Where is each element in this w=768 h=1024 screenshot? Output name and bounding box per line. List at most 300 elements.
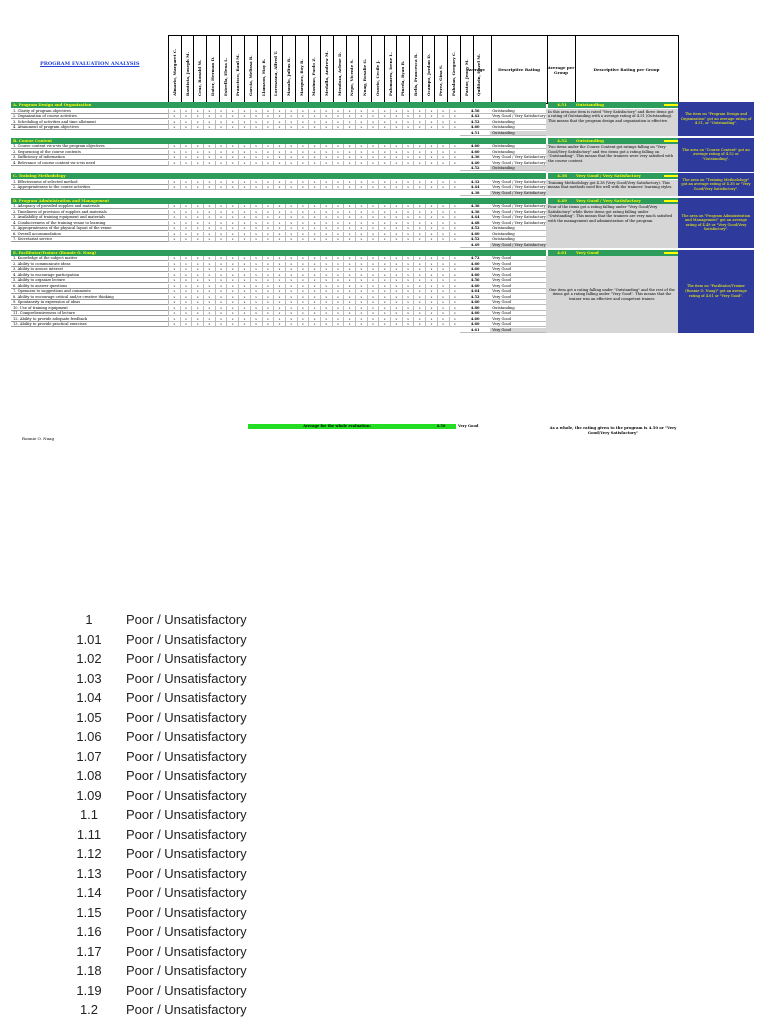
item-descriptive: Outstanding <box>490 131 578 136</box>
scale-value: 1.07 <box>76 748 102 764</box>
rating-mark: x <box>168 278 180 283</box>
rater-name <box>358 36 371 103</box>
item-average: 4.32 <box>460 180 490 185</box>
rating-mark: x <box>355 317 367 322</box>
rating-mark: x <box>215 273 227 278</box>
rating-mark <box>413 328 425 333</box>
rating-mark: x <box>390 300 402 305</box>
rating-mark: x <box>203 226 215 231</box>
table-row <box>11 185 578 190</box>
scale-value: 1.06 <box>76 729 102 745</box>
rater-marks <box>168 306 460 311</box>
scale-label: Poor / Unsatisfactory <box>126 982 247 998</box>
rating-mark: x <box>273 185 285 190</box>
rating-mark: x <box>332 267 344 272</box>
rater-name-text: Quilitzin, Hazel M. <box>476 53 482 96</box>
group-descriptive-value: Outstanding <box>576 102 604 107</box>
rating-mark: x <box>332 289 344 294</box>
rating-mark: x <box>215 109 227 114</box>
rating-mark: x <box>355 185 367 190</box>
rating-mark: x <box>238 289 250 294</box>
rating-mark: x <box>390 262 402 267</box>
rating-mark: x <box>180 215 192 220</box>
scale-value: 1.01 <box>76 631 102 647</box>
section-summary-box: The item on "Facilitator/Trainer (Ronnie O. Nuag)" got an average rating of 4.61 or "Very Good". <box>678 250 754 334</box>
rating-mark: x <box>343 284 355 289</box>
rating-mark <box>355 131 367 136</box>
section-header: D. Program Administration and Management <box>11 198 546 204</box>
scale-row <box>70 766 247 786</box>
rating-mark: x <box>308 221 320 226</box>
rating-mark: x <box>367 284 379 289</box>
rating-mark: x <box>180 144 192 149</box>
scale-label: Poor / Unsatisfactory <box>126 865 247 881</box>
descriptive-header: Descriptive Rating <box>491 35 548 104</box>
rating-mark: x <box>425 232 437 237</box>
rating-mark: x <box>238 150 250 155</box>
rating-mark: x <box>402 109 414 114</box>
rating-mark: x <box>332 120 344 125</box>
rating-mark: x <box>425 306 437 311</box>
criterion-label: 1. Knowledge of the subject matter <box>11 256 168 261</box>
rating-mark <box>262 131 274 136</box>
table-row <box>11 306 578 311</box>
rating-mark: x <box>273 317 285 322</box>
rating-mark <box>413 191 425 196</box>
rating-mark: x <box>297 210 309 215</box>
scale-label: Poor / Unsatisfactory <box>126 846 247 862</box>
rating-mark: x <box>168 185 180 190</box>
item-average: 4.60 <box>460 150 490 155</box>
rating-mark: x <box>285 300 297 305</box>
scale-row <box>70 981 247 1001</box>
rating-mark: x <box>168 289 180 294</box>
rating-mark: x <box>273 262 285 267</box>
rater-name-text: Nuag, Rosalie G. <box>362 58 368 96</box>
rating-mark: x <box>355 322 367 327</box>
item-average: 4.48 <box>460 221 490 226</box>
scale-label: Poor / Unsatisfactory <box>126 612 247 628</box>
rating-mark: x <box>402 226 414 231</box>
table-row <box>11 267 578 272</box>
rating-mark: x <box>308 267 320 272</box>
rating-mark: x <box>390 109 402 114</box>
rating-mark: x <box>320 221 332 226</box>
rating-mark <box>449 131 461 136</box>
rating-mark: x <box>402 256 414 261</box>
rating-mark: x <box>297 109 309 114</box>
rating-mark: x <box>238 317 250 322</box>
rating-mark: x <box>273 215 285 220</box>
rating-mark <box>343 328 355 333</box>
rating-mark: x <box>425 155 437 160</box>
table-row <box>11 180 578 185</box>
rating-mark: x <box>250 114 262 119</box>
rating-mark: x <box>238 267 250 272</box>
item-descriptive: Outstanding <box>490 232 578 237</box>
item-average: 4.49 <box>460 243 490 248</box>
rating-mark: x <box>285 120 297 125</box>
item-descriptive: Very Good <box>490 256 578 261</box>
rating-mark: x <box>320 180 332 185</box>
rater-marks <box>168 243 460 248</box>
scale-row <box>70 903 247 923</box>
rating-mark: x <box>320 300 332 305</box>
rating-mark: x <box>413 180 425 185</box>
rating-mark: x <box>297 284 309 289</box>
rating-mark: x <box>191 204 203 209</box>
rating-mark <box>297 191 309 196</box>
rating-mark: x <box>226 300 238 305</box>
rating-mark: x <box>262 125 274 130</box>
rating-mark: x <box>297 237 309 242</box>
rating-mark: x <box>297 155 309 160</box>
rating-mark: x <box>238 262 250 267</box>
rating-mark: x <box>437 155 449 160</box>
rating-mark: x <box>168 120 180 125</box>
rating-mark: x <box>262 273 274 278</box>
rating-mark: x <box>449 232 461 237</box>
rating-mark: x <box>425 109 437 114</box>
rater-marks <box>168 237 460 242</box>
rating-mark: x <box>449 125 461 130</box>
rating-mark: x <box>437 226 449 231</box>
rating-mark: x <box>332 237 344 242</box>
scale-label: Poor / Unsatisfactory <box>126 651 247 667</box>
rater-name-text: Pastor, Jenny M. <box>463 59 469 96</box>
rating-mark: x <box>226 284 238 289</box>
item-average: 4.60 <box>460 232 490 237</box>
rating-mark: x <box>425 237 437 242</box>
rating-mark: x <box>191 155 203 160</box>
scale-row <box>70 864 247 884</box>
rating-mark: x <box>437 289 449 294</box>
rating-mark: x <box>378 317 390 322</box>
rating-mark: x <box>355 273 367 278</box>
rating-mark <box>168 328 180 333</box>
rating-mark <box>273 166 285 171</box>
rater-name <box>396 36 409 103</box>
rating-mark: x <box>215 161 227 166</box>
item-average: 4.60 <box>460 267 490 272</box>
rater-name-text: Maximo, Paolo Z. <box>311 57 317 96</box>
rating-mark <box>378 243 390 248</box>
criterion-label <box>11 191 168 196</box>
rating-mark: x <box>413 232 425 237</box>
rating-mark: x <box>273 125 285 130</box>
rating-mark <box>203 243 215 248</box>
scale-value: 1.18 <box>76 963 102 979</box>
scale-label: Poor / Unsatisfactory <box>126 943 247 959</box>
rating-mark: x <box>378 221 390 226</box>
rater-marks <box>168 109 460 114</box>
rater-marks <box>168 273 460 278</box>
rating-mark: x <box>449 210 461 215</box>
rating-mark: x <box>273 289 285 294</box>
rater-name-text: Dator, Herman D. <box>209 56 215 96</box>
rating-mark: x <box>343 144 355 149</box>
section-summary-box: The area on "Training Methodology" got an average rating of 4.38 or "Very Good/Very Satisfactory". <box>678 173 754 196</box>
rating-mark: x <box>215 221 227 226</box>
rating-mark: x <box>168 204 180 209</box>
rating-mark: x <box>226 278 238 283</box>
rating-mark: x <box>437 114 449 119</box>
scale-row <box>70 669 247 689</box>
rating-mark <box>402 131 414 136</box>
rating-mark: x <box>168 317 180 322</box>
rater-marks <box>168 328 460 333</box>
group-average-value: 4.51 <box>557 102 567 107</box>
criterion-label: 6. Overall accommodation <box>11 232 168 237</box>
rater-name-text: Bautista, Joseph M. <box>184 52 190 96</box>
arrow-icon <box>664 200 678 202</box>
rating-mark: x <box>285 180 297 185</box>
rating-mark: x <box>273 210 285 215</box>
rating-mark: x <box>390 221 402 226</box>
rating-mark: x <box>413 215 425 220</box>
rating-mark: x <box>238 215 250 220</box>
rating-mark: x <box>320 322 332 327</box>
rating-mark: x <box>332 150 344 155</box>
rating-mark: x <box>238 161 250 166</box>
rating-mark: x <box>250 267 262 272</box>
rating-mark: x <box>180 284 192 289</box>
scale-value: 1.17 <box>76 943 102 959</box>
rating-mark: x <box>390 256 402 261</box>
rater-name-text: Relis, Francesca R. <box>412 53 418 96</box>
scale-label: Poor / Unsatisfactory <box>126 904 247 920</box>
criterion-label: 2. Organization of course activities <box>11 114 168 119</box>
criterion-label: 6. Ability to answer questions <box>11 284 168 289</box>
rating-mark: x <box>262 284 274 289</box>
rating-mark <box>402 191 414 196</box>
rating-mark: x <box>180 226 192 231</box>
rating-mark: x <box>437 161 449 166</box>
rating-mark <box>449 243 461 248</box>
rating-mark: x <box>320 114 332 119</box>
rating-mark: x <box>226 204 238 209</box>
rating-mark: x <box>238 120 250 125</box>
rating-mark <box>262 191 274 196</box>
rating-mark: x <box>449 226 461 231</box>
rating-mark: x <box>297 300 309 305</box>
rating-mark: x <box>402 120 414 125</box>
rating-mark: x <box>215 237 227 242</box>
rater-name <box>219 36 232 103</box>
rating-mark: x <box>203 120 215 125</box>
rating-mark: x <box>238 210 250 215</box>
rating-mark: x <box>250 125 262 130</box>
criterion-label: 11. Comprehensiveness of lecture <box>11 311 168 316</box>
rating-mark: x <box>413 210 425 215</box>
criterion-label: 2. Sequencing of the course contents <box>11 150 168 155</box>
table-row <box>11 317 578 322</box>
item-average: 4.60 <box>460 144 490 149</box>
scale-row <box>70 922 247 942</box>
rating-mark: x <box>203 273 215 278</box>
rating-mark: x <box>308 120 320 125</box>
rating-mark: x <box>180 210 192 215</box>
rating-mark <box>378 131 390 136</box>
rating-mark: x <box>215 322 227 327</box>
rating-mark: x <box>262 232 274 237</box>
rating-mark: x <box>168 306 180 311</box>
rater-marks <box>168 144 460 149</box>
rating-mark <box>308 166 320 171</box>
rating-mark: x <box>355 114 367 119</box>
rater-name <box>231 36 244 103</box>
rating-mark: x <box>402 278 414 283</box>
rating-mark <box>402 328 414 333</box>
evaluation-sheet <box>0 0 768 460</box>
scale-label: Poor / Unsatisfactory <box>126 924 247 940</box>
rating-mark: x <box>390 322 402 327</box>
rating-mark: x <box>332 161 344 166</box>
group-descriptive-value: Very Good <box>576 249 599 255</box>
rating-mark: x <box>191 300 203 305</box>
rating-mark: x <box>285 114 297 119</box>
rating-mark: x <box>226 267 238 272</box>
criterion-label: 2. Timeliness of provision of supplies and materials <box>11 210 168 215</box>
rating-mark: x <box>449 284 461 289</box>
rating-mark: x <box>367 221 379 226</box>
scale-row <box>70 747 247 767</box>
scale-row <box>70 825 247 845</box>
rating-mark: x <box>343 311 355 316</box>
rating-mark: x <box>297 120 309 125</box>
rating-mark: x <box>449 306 461 311</box>
rater-name <box>447 36 460 103</box>
rating-mark: x <box>180 311 192 316</box>
rating-mark: x <box>413 161 425 166</box>
rating-mark: x <box>262 114 274 119</box>
rating-mark: x <box>355 267 367 272</box>
rating-mark: x <box>425 284 437 289</box>
rater-marks <box>168 114 460 119</box>
rating-mark: x <box>425 256 437 261</box>
item-descriptive: Very Good <box>490 322 578 327</box>
rater-name <box>168 36 181 103</box>
rating-mark: x <box>390 180 402 185</box>
rating-mark: x <box>425 267 437 272</box>
rating-mark: x <box>449 317 461 322</box>
rating-mark: x <box>402 210 414 215</box>
rating-mark <box>262 328 274 333</box>
rating-mark: x <box>367 215 379 220</box>
rating-mark: x <box>343 232 355 237</box>
rating-mark: x <box>180 232 192 237</box>
rating-mark <box>425 131 437 136</box>
rating-mark: x <box>262 150 274 155</box>
rating-mark: x <box>238 295 250 300</box>
rating-mark: x <box>262 144 274 149</box>
scale-label: Poor / Unsatisfactory <box>126 1002 247 1018</box>
rating-mark: x <box>226 125 238 130</box>
rating-mark: x <box>425 150 437 155</box>
rating-mark: x <box>449 300 461 305</box>
section-header: C. Training Methodology <box>11 173 546 179</box>
rating-mark: x <box>332 114 344 119</box>
total-descriptive: Very Good <box>456 424 546 429</box>
rating-mark <box>203 191 215 196</box>
rating-mark: x <box>449 278 461 283</box>
rating-mark: x <box>203 114 215 119</box>
scale-label: Poor / Unsatisfactory <box>126 807 247 823</box>
table-row <box>11 109 578 114</box>
rating-mark: x <box>191 185 203 190</box>
rating-mark: x <box>413 262 425 267</box>
rater-header <box>168 35 485 103</box>
rater-name <box>333 36 346 103</box>
rating-mark: x <box>413 256 425 261</box>
rating-mark: x <box>297 278 309 283</box>
rating-mark: x <box>449 120 461 125</box>
item-average: 4.42 <box>460 114 490 119</box>
item-average: 4.56 <box>460 278 490 283</box>
rating-mark: x <box>203 144 215 149</box>
rating-mark: x <box>168 262 180 267</box>
rating-mark: x <box>308 226 320 231</box>
rating-mark: x <box>367 125 379 130</box>
rating-mark: x <box>355 144 367 149</box>
rater-marks <box>168 267 460 272</box>
rating-mark: x <box>390 267 402 272</box>
rating-mark: x <box>250 155 262 160</box>
item-descriptive: Very Good <box>490 262 578 267</box>
rating-mark <box>215 191 227 196</box>
rating-mark: x <box>320 215 332 220</box>
scale-value: 1.05 <box>76 709 102 725</box>
rating-mark: x <box>215 150 227 155</box>
total-row <box>248 424 546 429</box>
rating-mark: x <box>273 311 285 316</box>
rating-mark: x <box>308 150 320 155</box>
rating-mark: x <box>425 295 437 300</box>
rating-mark: x <box>378 161 390 166</box>
rater-marks <box>168 232 460 237</box>
rating-mark: x <box>273 273 285 278</box>
rating-mark: x <box>390 204 402 209</box>
rating-mark: x <box>226 185 238 190</box>
rating-mark: x <box>402 161 414 166</box>
rater-name-text: Pineda, Ryan B. <box>400 60 406 96</box>
rating-mark: x <box>390 155 402 160</box>
section-subtotal-row <box>11 131 578 136</box>
rating-mark: x <box>308 284 320 289</box>
rater-marks <box>168 155 460 160</box>
item-descriptive: Very Good / Very Satisfactory <box>490 191 578 196</box>
rating-mark <box>297 328 309 333</box>
scale-row <box>70 610 247 630</box>
rating-mark: x <box>402 204 414 209</box>
rating-mark: x <box>191 144 203 149</box>
rating-mark <box>390 166 402 171</box>
table-row <box>11 114 578 119</box>
rating-mark: x <box>250 161 262 166</box>
rating-mark: x <box>332 256 344 261</box>
rating-mark: x <box>367 295 379 300</box>
rating-mark: x <box>425 317 437 322</box>
table-row <box>11 150 578 155</box>
rater-name-text: Cruz, Ronald M. <box>197 59 203 96</box>
rating-mark: x <box>378 125 390 130</box>
item-average: 4.51 <box>460 131 490 136</box>
rating-mark: x <box>308 114 320 119</box>
rating-mark: x <box>273 306 285 311</box>
rating-mark <box>226 243 238 248</box>
rating-mark <box>449 328 461 333</box>
rating-mark: x <box>168 232 180 237</box>
